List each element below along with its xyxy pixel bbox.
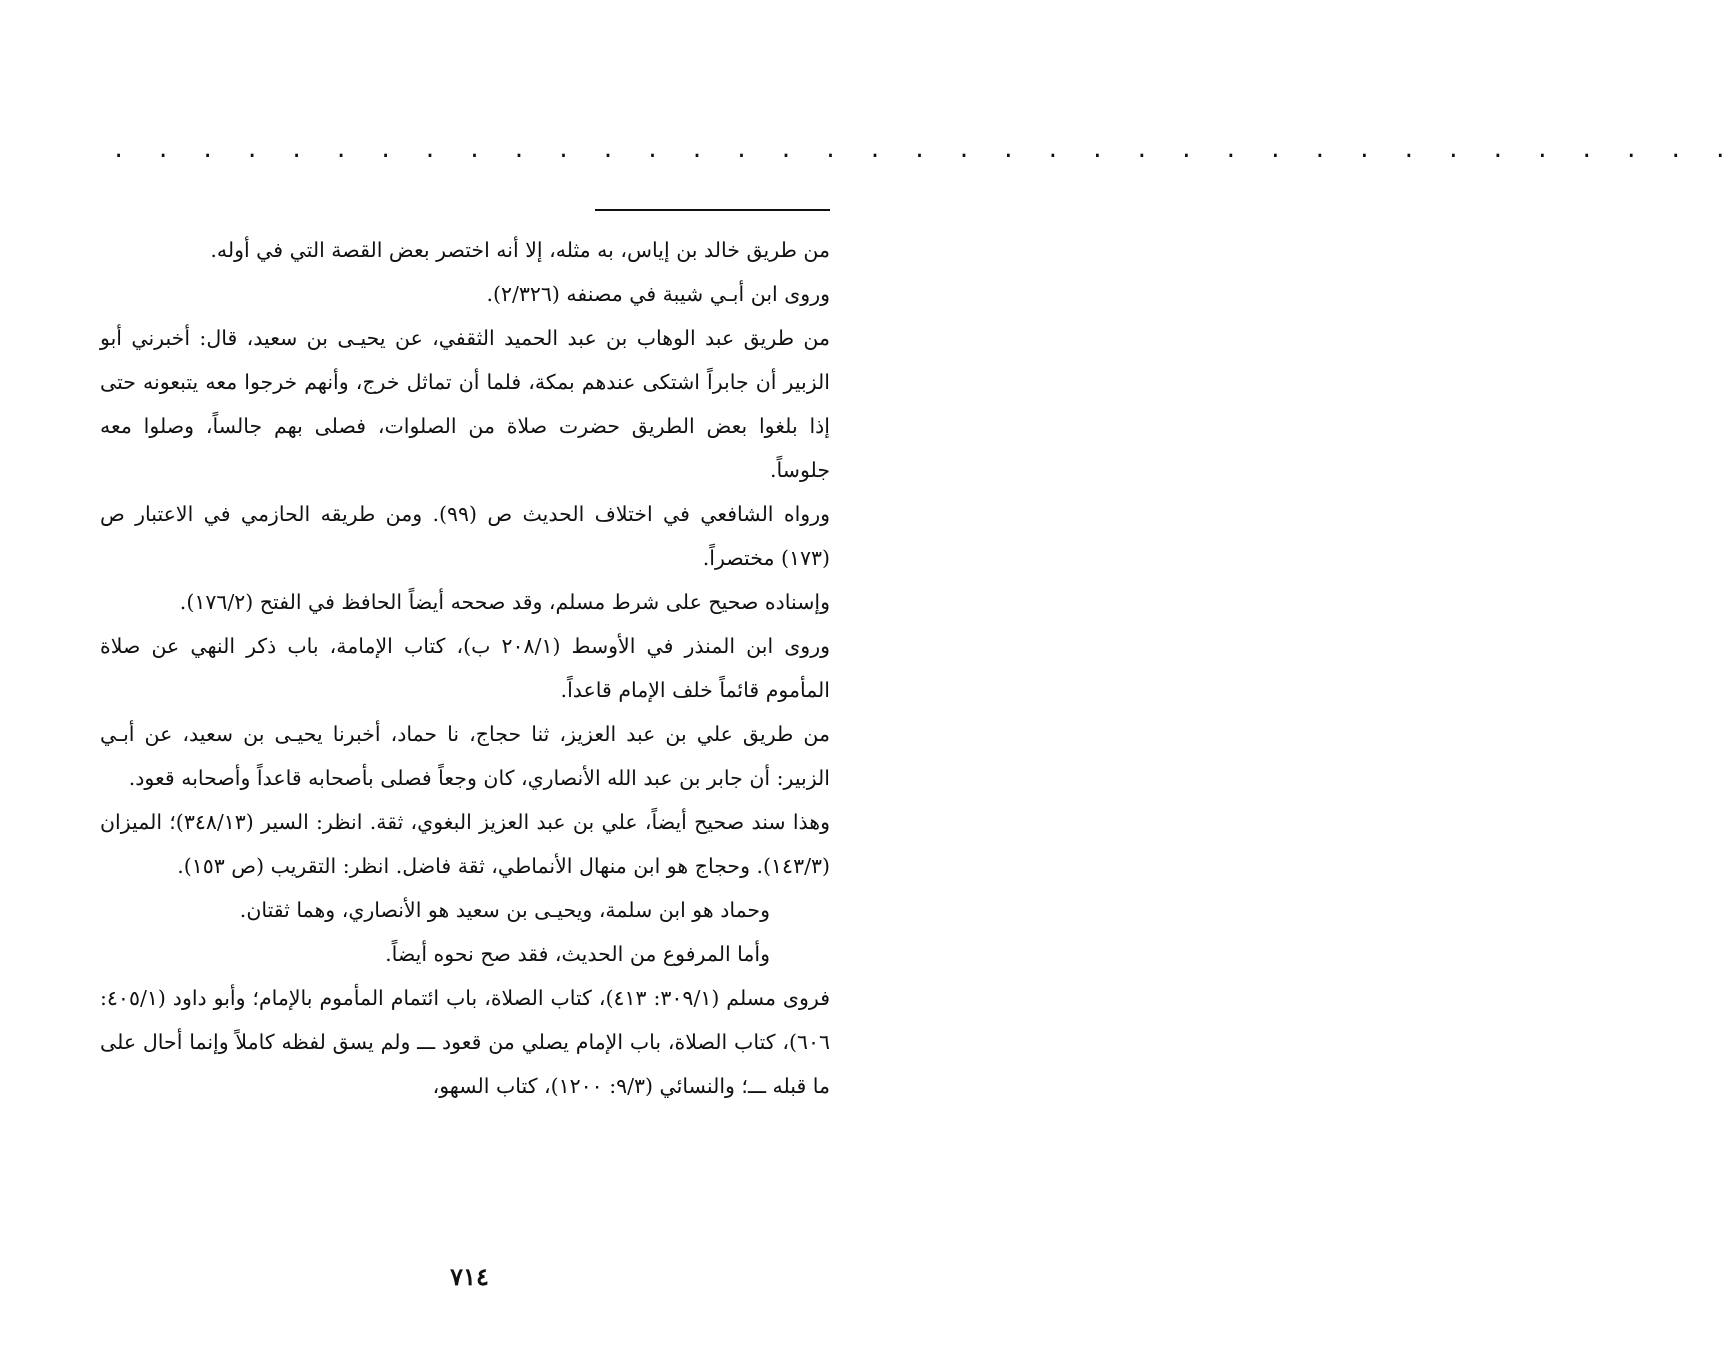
paragraph-8: وهذا سند صحيح أيضاً، علي بن عبد العزيز البغوي، ثقة. انظر: السير (٣٤٨/١٣)؛ الميزان (١٤٣/٣). وحجاج هو ابن منهال الأنماطي، ثقة فاضل. انظر: التقريب (ص ١٥٣). [100,810,830,878]
paragraph-4: ورواه الشافعي في اختلاف الحديث ص (٩٩). ومن طريقه الحازمي في الاعتبار ص (١٧٣) مختصراً. [100,502,830,570]
page-number: ٧١٤ [450,1262,489,1291]
paragraph-6: وروى ابن المنذر في الأوسط (٢٠٨/١ ب)، كتاب الإمامة، باب ذكر النهي عن صلاة المأموم قائماً خلف الإمام قاعداً. [100,634,830,702]
paragraph-5: وإسناده صحيح على شرط مسلم، وقد صححه أيضاً الحافظ في الفتح (١٧٦/٢). [179,590,830,614]
paragraph-1: من طريق خالد بن إياس، به مثله، إلا أنه اختصر بعض القصة التي في أوله. [210,238,830,262]
paragraph-10: وأما المرفوع من الحديث، فقد صح نحوه أيضاً. [385,942,770,966]
paragraph-11: فروى مسلم (٣٠٩/١: ٤١٣)، كتاب الصلاة، باب ائتمام المأموم بالإمام؛ وأبو داود (٤٠٥/١: ٦٠٦)، كتاب الصلاة، باب الإمام يصلي من قعود ـــ ولم يسق لفظه كاملاً وإنما أحال على ما قبله ـــ؛ والنسائي (٩/٣: ١٢٠٠)، كتاب السهو، [100,986,830,1098]
paragraph-3: من طريق عبد الوهاب بن عبد الحميد الثقفي، عن يحيـى بن سعيد، قال: أخبرني أبو الزبير أن جابراً اشتكى عندهم بمكة، فلما أن تماثل خرج، وأنهم خرجوا معه يتبعونه حتى إذا بلغوا بعض الطريق حضرت صلاة من الصلوات، فصلى بهم جالساً، وصلوا معه جلوساً. [100,326,830,482]
separator-dots: . . . . . . . . . . . . . . . . . . . . . . . . . . . . . . . . . . . . . [112,138,1736,163]
footnote-body [100,228,830,1108]
paragraph-9: وحماد هو ابن سلمة، ويحيـى بن سعيد هو الأنصاري، وهما ثقتان. [239,898,770,922]
paragraph-2: وروى ابن أبـي شيبة في مصنفه (٢/٣٢٦). [486,282,830,306]
footnote-rule [595,209,830,211]
paragraph-7: من طريق علي بن عبد العزيز، ثنا حجاج، نا حماد، أخبرنا يحيـى بن سعيد، عن أبـي الزبير: أن جابر بن عبد الله الأنصاري، كان وجعاً فصلى بأصحابه قاعداً وأصحابه قعود. [100,722,830,790]
